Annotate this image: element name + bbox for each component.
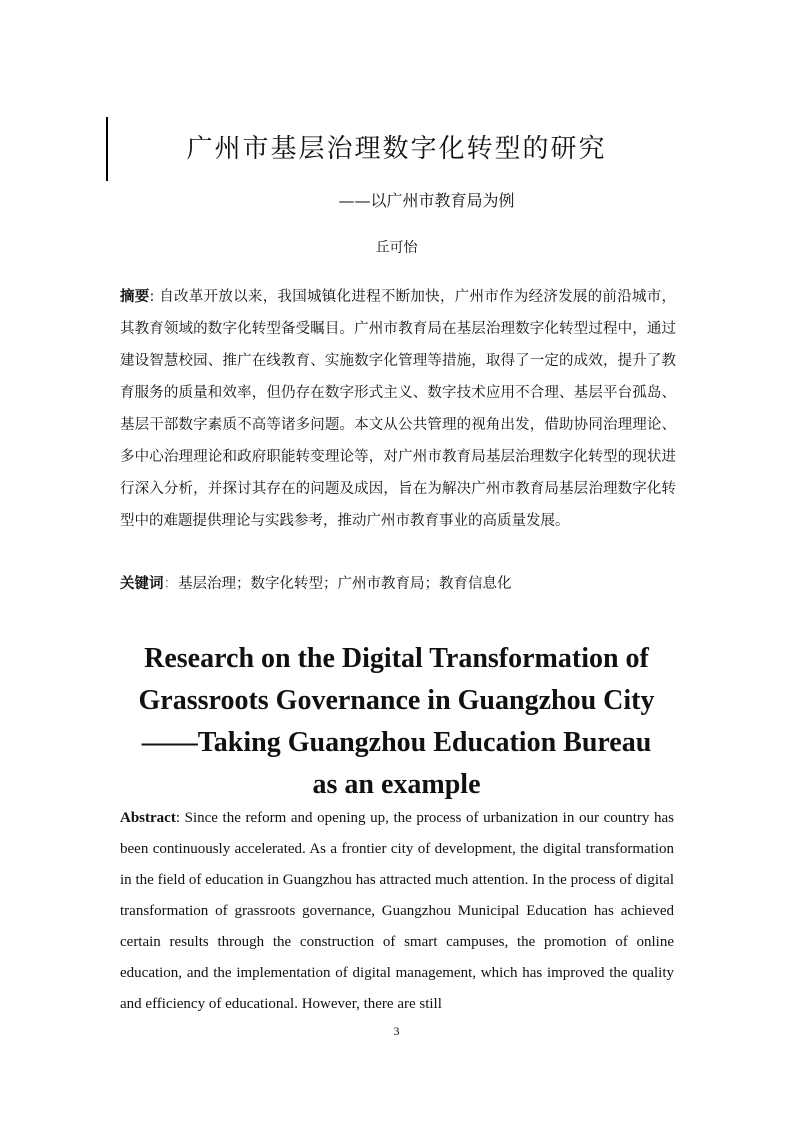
english-title-line-3: ——Taking Guangzhou Education Bureau — [141, 727, 652, 758]
english-abstract — [120, 803, 674, 1020]
chinese-title: 广州市基层治理数字化转型的研究 — [186, 134, 607, 164]
english-title-line-4: as an example — [312, 769, 481, 800]
chinese-abstract-text: 自改革开放以来，我国城镇化进程不断加快，广州市作为经济发展的前沿城市，其教育领域的数字化转型备受瞩目。广州市教育局在基层治理数字化转型过程中，通过建设智慧校园、推广在线教育、实施数字化管理等措施，取得了一定的成效，提升了教育服务的质量和效率，但仍存在数字形式主义、数字技术应用不合理、基层平台孤岛、基层干部数字素质不高等诸多问题。本文从公共管理的视角出发，借助协同治理理论、多中心治理理论和政府职能转变理论等，对广州市教育局基层治理数字化转型的现状进行深入分析，并探讨其存在的问题及成因，旨在为解决广州市教育局基层治理数字化转型中的难题提供理论与实践参考，推动广州市教育事业的高质量发展。 — [120, 289, 676, 529]
author-name: 丘可怡 — [375, 240, 418, 256]
chinese-abstract — [120, 281, 676, 537]
english-title — [100, 638, 693, 806]
chinese-subtitle: ——以广州市教育局为例 — [338, 191, 515, 210]
english-title-line-2: Grassroots Governance in Guangzhou City — [138, 685, 655, 716]
chinese-keywords-separator: ： — [163, 576, 178, 592]
chinese-abstract-colon: : — [149, 289, 160, 305]
chinese-keywords — [120, 568, 676, 600]
chinese-abstract-label: 摘要 — [120, 289, 150, 305]
english-title-line-1: Research on the Digital Transformation of — [144, 643, 649, 674]
chinese-keywords-text: 基层治理；数字化转型；广州市教育局；教育信息化 — [178, 576, 512, 592]
chinese-keywords-label: 关键词 — [120, 576, 164, 592]
english-abstract-text: : Since the reform and opening up, the process of urbanization in our country has been continuously accelerated. As a frontier city of development, the digital transformation in the field of education in Guangzhou has attracted much attention. In the process of digital transformation of grassroots governance, Guangzhou Municipal Education has achieved certain results through the construction of smart campuses, the promotion of online education, and the implementation of digital management, which has improved the quality and efficiency of educational. However, there are still — [120, 810, 674, 1012]
page-number: 3 — [393, 1024, 400, 1038]
english-abstract-label: Abstract — [120, 810, 176, 826]
